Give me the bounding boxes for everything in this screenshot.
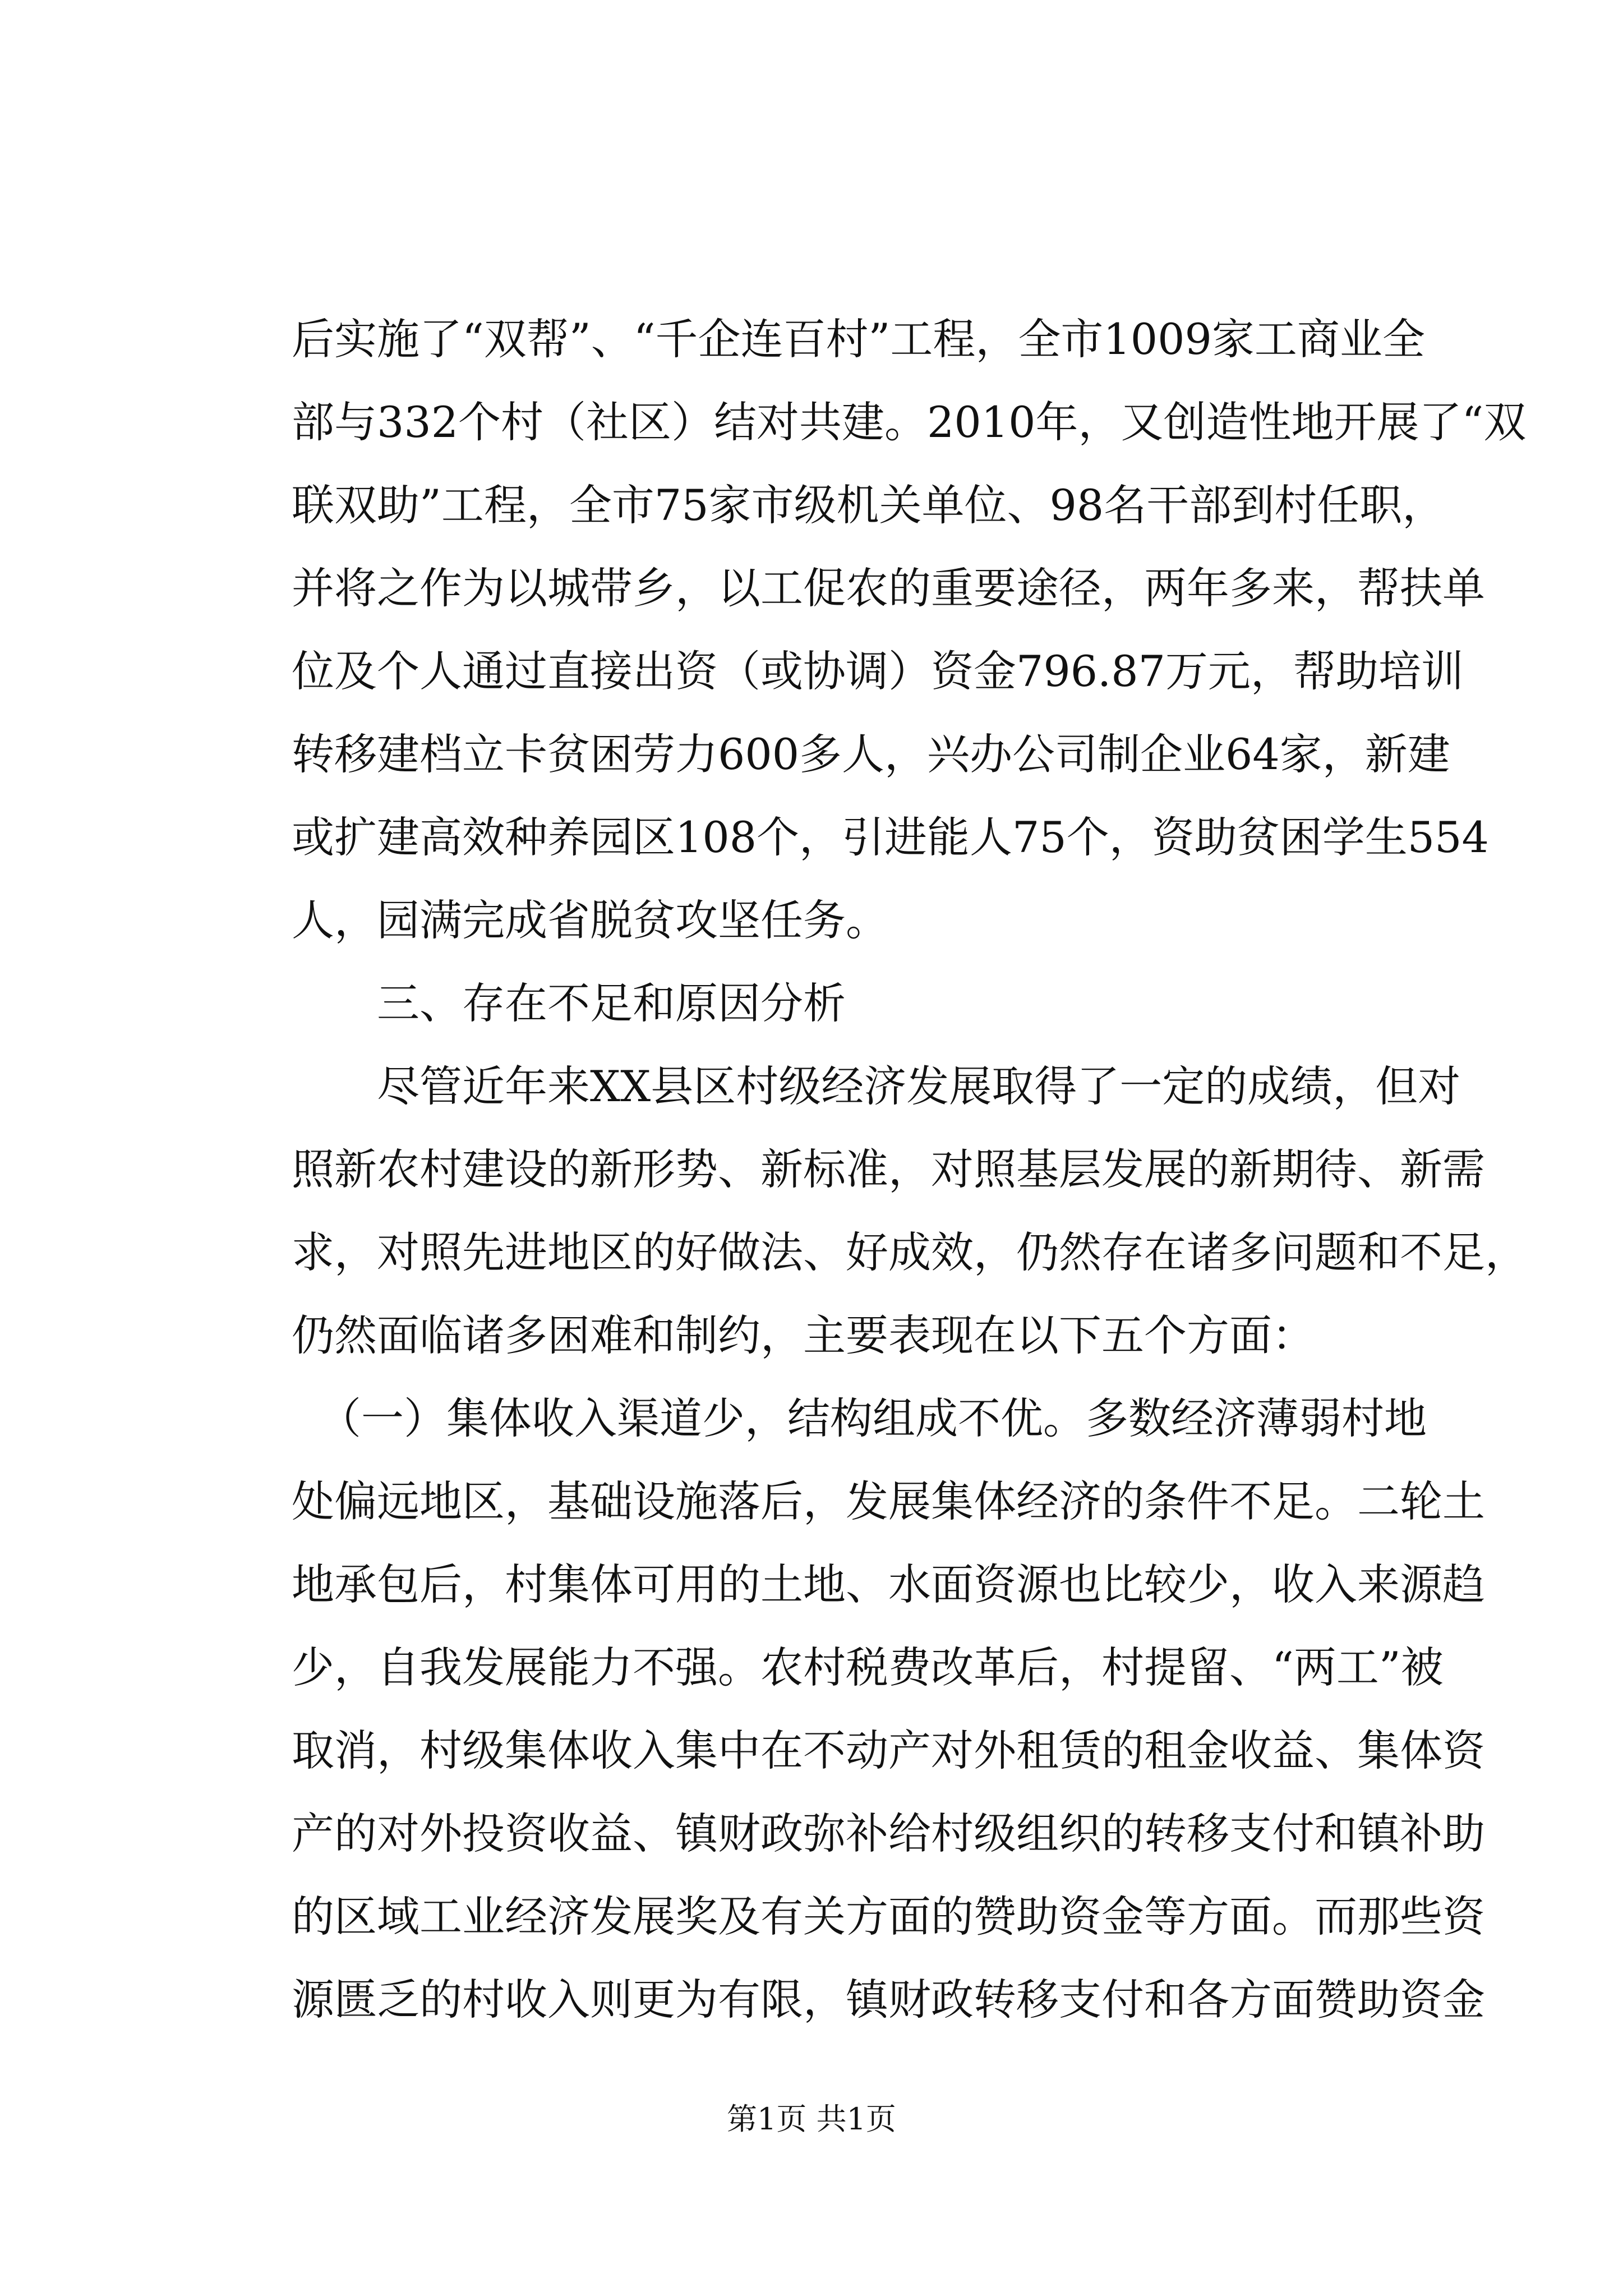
section-heading: 三、存在不足和原因分析: [377, 978, 846, 1028]
subsection-line: （一）集体收入渠道少，结构组成不优。多数经济薄弱村地: [319, 1393, 1427, 1443]
text-line: 的区域工业经济发展奖及有关方面的赞助资金等方面。而那些资: [292, 1892, 1485, 1941]
text-line: 取消，村级集体收入集中在不动产对外租赁的租金收益、集体资: [292, 1726, 1485, 1775]
text-line: 求，对照先进地区的好做法、好成效，仍然存在诸多问题和不足，: [292, 1227, 1528, 1277]
text-line: 源匮乏的村收入则更为有限，镇财政转移支付和各方面赞助资金: [292, 1975, 1485, 2024]
text-line: 尽管近年来XX县区村级经济发展取得了一定的成绩，但对: [377, 1061, 1461, 1111]
text-line: 转移建档立卡贫困劳力600多人，兴办公司制企业64家，新建: [292, 729, 1450, 779]
text-line: 少，自我发展能力不强。农村税费改革后，村提留、“两工”被: [292, 1642, 1444, 1692]
text-line: 联双助”工程，全市75家市级机关单位、98名干部到村任职，: [292, 480, 1445, 530]
text-line: 后实施了“双帮”、“千企连百村”工程，全市1009家工商业全: [292, 314, 1425, 364]
page-footer: 第1页 共1页: [727, 2101, 896, 2137]
text-line: 地承包后，村集体可用的土地、水面资源也比较少，收入来源趋: [292, 1559, 1485, 1609]
text-line: 并将之作为以城带乡，以工促农的重要途径，两年多来，帮扶单: [292, 563, 1485, 613]
text-line: 仍然面临诸多困难和制约，主要表现在以下五个方面：: [292, 1310, 1315, 1360]
text-line: 照新农村建设的新形势、新标准，对照基层发展的新期待、新需: [292, 1144, 1485, 1194]
text-line: 产的对外投资收益、镇财政弥补给村级组织的转移支付和镇补助: [292, 1809, 1485, 1858]
text-line: 或扩建高效种养园区108个，引进能人75个，资助贫困学生554: [292, 812, 1489, 862]
text-line: 部与332个村（社区）结对共建。2010年，又创造性地开展了“双: [292, 397, 1527, 447]
text-line: 位及个人通过直接出资（或协调）资金796.87万元，帮助培训: [292, 646, 1464, 696]
text-line: 人，园满完成省脱贫攻坚任务。: [292, 895, 888, 945]
text-line: 处偏远地区，基础设施落后，发展集体经济的条件不足。二轮土: [292, 1476, 1485, 1526]
